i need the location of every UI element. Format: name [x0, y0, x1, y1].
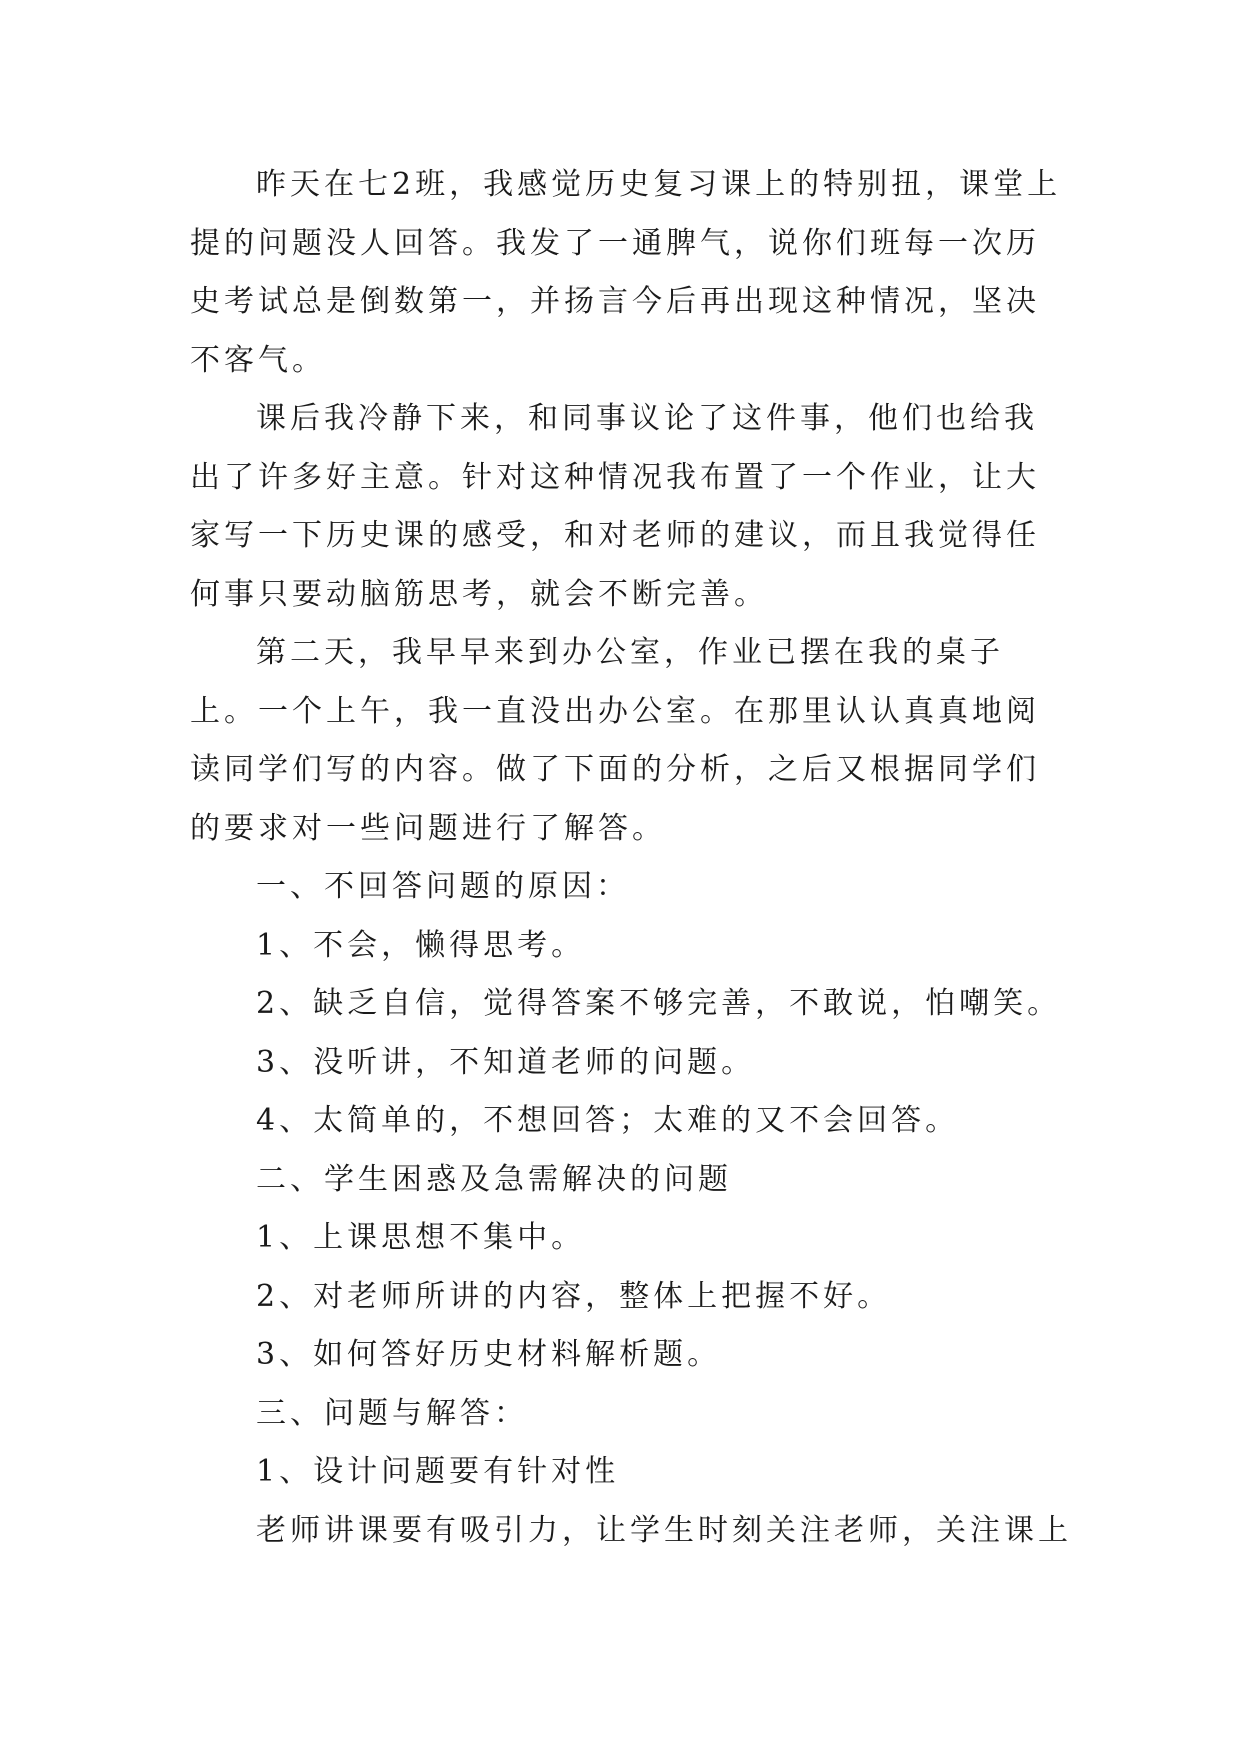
section-heading-3: 三、问题与解答： [256, 1395, 528, 1431]
paragraph-1: 昨天在七2班，我感觉历史复习课上的特别扭，课堂上提的问题没人回答。我发了一通脾气，说你们班每一次历史考试总是倒数第一，并扬言今后再出现这种情况，坚决不客气。 [190, 167, 1062, 378]
list-item: 2、缺乏自信，觉得答案不够完善，不敢说，怕嘲笑。 [256, 986, 1062, 1021]
list-item: 3、没听讲，不知道老师的问题。 [256, 1044, 756, 1080]
list-item: 4、太简单的，不想回答；太难的又不会回答。 [256, 1103, 960, 1138]
list-item: 2、对老师所讲的内容，整体上把握不好。 [256, 1278, 892, 1314]
list-item: 1、上课思想不集中。 [256, 1220, 586, 1255]
list-item: 1、不会，懒得思考。 [256, 927, 586, 963]
body-line: 老师讲课要有吸引力，让学生时刻关注老师，关注课上 [256, 1512, 1072, 1548]
document-body [190, 156, 1070, 1560]
list-item: 1、设计问题要有针对性 [256, 1454, 620, 1489]
section-heading-2: 二、学生困惑及急需解决的问题 [256, 1161, 732, 1197]
paragraph-2: 课后我冷静下来，和同事议论了这件事，他们也给我出了许多好主意。针对这种情况我布置了一个作业，让大家写一下历史课的感受，和对老师的建议，而且我觉得任何事只要动脑筋思考，就会不断完善。 [190, 401, 1040, 612]
list-item: 3、如何答好历史材料解析题。 [256, 1337, 722, 1372]
paragraph-3: 第二天，我早早来到办公室，作业已摆在我的桌子上。一个上午，我一直没出办公室。在那里认认真真地阅读同学们写的内容。做了下面的分析，之后又根据同学们的要求对一些问题进行了解答。 [190, 635, 1040, 846]
section-heading-1: 一、不回答问题的原因： [256, 869, 630, 904]
